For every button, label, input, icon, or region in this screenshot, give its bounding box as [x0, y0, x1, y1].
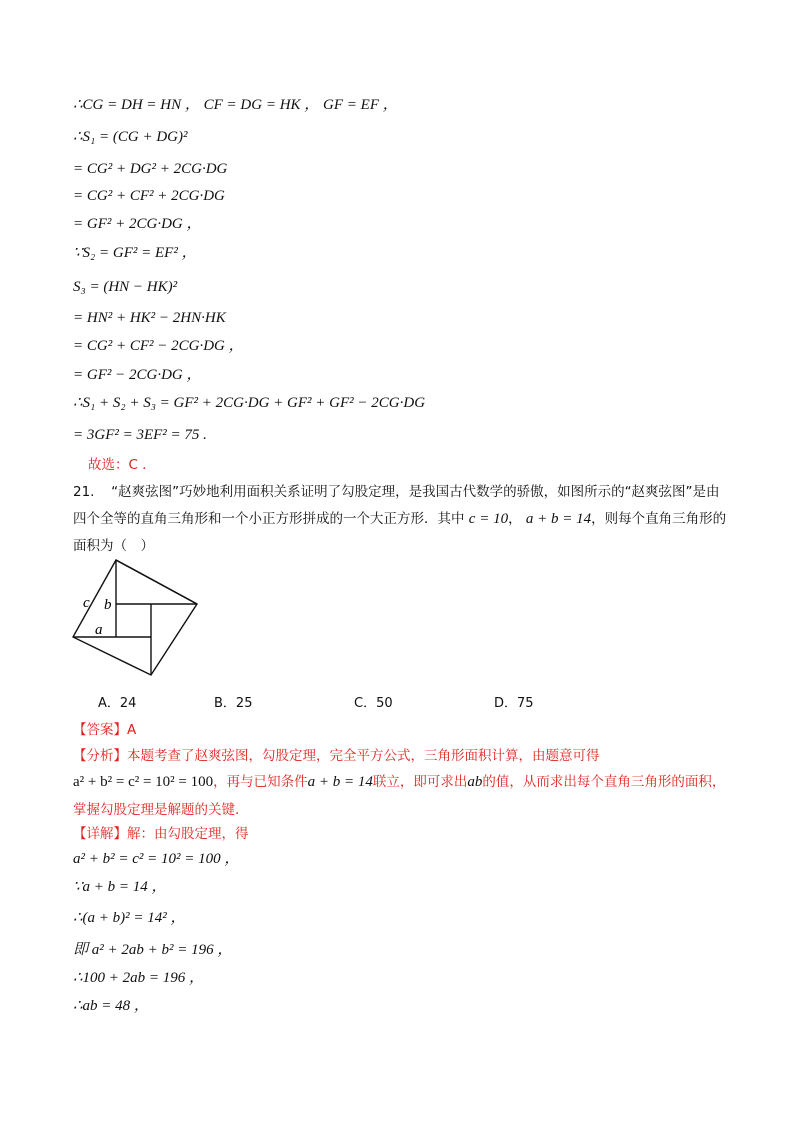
zhao-shuang-diagram [65, 555, 205, 680]
detail-line-5: ∴100 + 2ab = 196 ， [73, 970, 205, 986]
answer-tag: 【答案】 [73, 722, 127, 738]
derivation-line-5: = GF² + 2CG·DG ， [73, 216, 202, 232]
question-number: 21. [73, 484, 95, 500]
derivation-line-3: = CG² + DG² + 2CG·DG [73, 161, 228, 177]
detail-line-4: 即 a² + 2ab + b² = 196 ， [73, 942, 233, 958]
derivation-line-11: ∴S₁ + S₂ + S₃ = GF² + 2CG·DG + GF² + GF² − 2CG·DG [73, 395, 426, 411]
label-a: a [95, 622, 103, 638]
analysis-line-1 [73, 747, 600, 765]
analysis-text-1: 本题考查了赵爽弦图，勾股定理，完全平方公式，三角形面积计算，由题意可得 [127, 748, 600, 764]
derivation-line-8: = HN² + HK² − 2HN·HK [73, 310, 226, 326]
detail-intro: 解：由勾股定理，得 [127, 826, 249, 842]
detail-line-6: ∴ab = 48 ， [73, 998, 149, 1014]
detail-line-1: a² + b² = c² = 10² = 100 ， [73, 851, 240, 867]
option-c: C．50 [354, 696, 393, 711]
outer-square [73, 560, 197, 675]
derivation-line-7: S₃ = (HN − HK)² [73, 279, 178, 295]
analysis-line-2 [73, 773, 725, 791]
question-text-2: ，则每个直角三角形的面积为（ ） [73, 511, 727, 554]
derivation-line-4: = CG² + CF² + 2CG·DG [73, 188, 225, 204]
detail-line-2: ∵a + b = 14 ， [73, 879, 167, 895]
answer-line [73, 721, 136, 739]
derivation-line-2: ∴S₁ = (CG + DG)² [73, 129, 188, 145]
label-b: b [104, 597, 112, 613]
analysis-text-2: ，再与已知条件 [213, 774, 308, 790]
question-text-1: “赵爽弦图”巧妙地利用面积关系证明了勾股定理，是我国古代数学的骄傲，如图所示的“赵爽弦图”是由四个全等的直角三角形和一个小正方形拼成的一个大正方形．其中 [73, 484, 720, 527]
derivation-line-10: = GF² − 2CG·DG ， [73, 367, 202, 383]
hypotenuse-top [116, 560, 197, 604]
derivation-line-12: = 3GF² = 3EF² = 75 . [73, 427, 207, 443]
answer-value: A [127, 722, 137, 738]
question-21: 21. “赵爽弦图”巧妙地利用面积关系证明了勾股定理，是我国古代数学的骄傲，如图所示的“赵爽弦图”是由四个全等的直角三角形和一个小正方形拼成的一个大正方形．其中 c = 10， a + b = 14，则每个直角三角形的面积为（ ） [73, 484, 727, 554]
detail-line-3: ∴(a + b)² = 14² ， [73, 910, 186, 926]
detail-line-intro [73, 825, 249, 843]
choice-line: 故选：C ． [88, 457, 156, 473]
option-b: B．25 [214, 696, 253, 711]
analysis-math-1: a² + b² = c² = 10² = 100 [73, 774, 214, 790]
analysis-math-3: ab [467, 774, 483, 790]
detail-tag: 【详解】 [73, 826, 127, 842]
label-c: c [83, 595, 90, 611]
option-a: A．24 [98, 696, 137, 711]
option-d: D．75 [494, 696, 534, 711]
analysis-text-4: 的值，从而求出每个直角三角形的面积， [482, 774, 726, 790]
derivation-line-1: ∴CG = DH = HN ， CF = DG = HK ， GF = EF ， [73, 97, 398, 113]
derivation-line-6: ∵S₂ = GF² = EF² ， [73, 245, 197, 261]
derivation-line-9: = CG² + CF² − 2CG·DG ， [73, 338, 244, 354]
analysis-line-3: 掌握勾股定理是解题的关键. [73, 802, 240, 818]
analysis-math-2: a + b = 14 [307, 774, 373, 790]
question-condition-ab: a + b = 14 [525, 511, 592, 527]
analysis-tag: 【分析】 [73, 748, 127, 764]
question-condition-c: c = 10 [468, 511, 509, 527]
analysis-text-3: 联立，即可求出 [372, 774, 468, 790]
